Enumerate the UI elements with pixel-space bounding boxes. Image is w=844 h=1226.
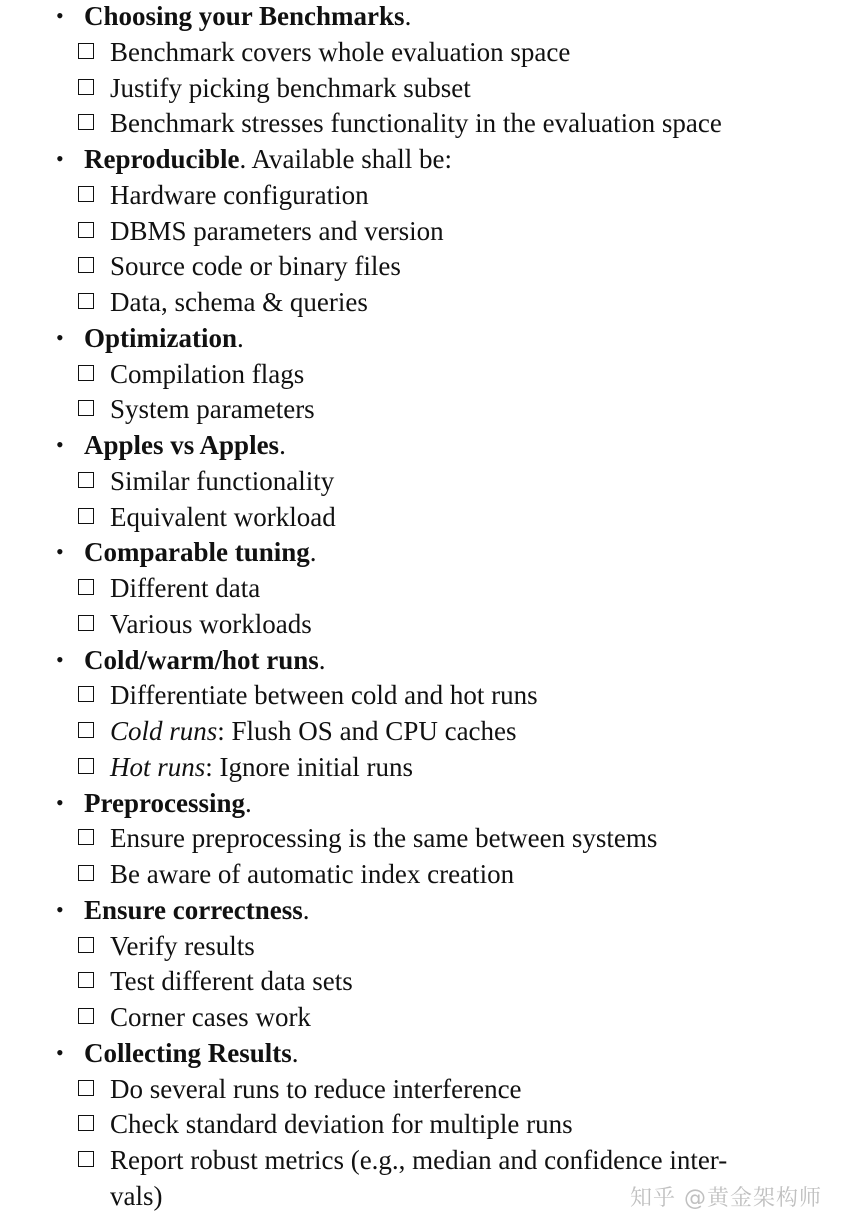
checklist-item-label — [110, 713, 517, 749]
bullet-icon: • — [56, 896, 64, 922]
bullet-icon: • — [56, 324, 64, 350]
checklist-item-label — [110, 928, 255, 964]
item-text: Compilation flags — [110, 358, 305, 389]
section-suffix: . — [291, 1037, 299, 1068]
checkbox-icon[interactable] — [78, 43, 94, 59]
bullet-icon: • — [56, 1039, 64, 1065]
section-suffix: . — [279, 430, 286, 460]
item-text: Different data — [110, 573, 261, 603]
section-title: Collecting Results — [84, 1037, 292, 1068]
section-title: Apples vs Apples — [84, 430, 280, 460]
section-label — [84, 534, 317, 570]
item-text: Differentiate between cold and hot runs — [110, 680, 538, 711]
checkbox-icon[interactable] — [78, 472, 94, 488]
checklist-item-label — [110, 570, 260, 606]
section-suffix: . — [404, 1, 412, 31]
checklist-item-label — [110, 1106, 573, 1142]
section-suffix: . — [237, 322, 244, 353]
section-label — [84, 427, 286, 463]
checkbox-icon[interactable] — [78, 579, 94, 595]
item-text: Justify picking benchmark subset — [110, 72, 471, 103]
item-text: vals) — [110, 1180, 163, 1211]
checklist-item-label — [110, 999, 311, 1035]
item-text: Do several runs to reduce interference — [110, 1073, 522, 1104]
checkbox-icon[interactable] — [78, 686, 94, 702]
item-text: Source code or binary files — [110, 251, 401, 282]
bullet-icon: • — [56, 432, 64, 457]
section-label — [84, 320, 244, 356]
section-title: Optimization — [84, 322, 237, 353]
checklist-item-label — [110, 963, 353, 999]
checklist-item-label — [110, 820, 657, 856]
checkbox-icon[interactable] — [78, 222, 94, 238]
zhihu-watermark: 知乎 @黄金架构师 — [630, 1186, 822, 1211]
checklist-item-label — [110, 284, 368, 320]
bullet-icon: • — [56, 146, 64, 171]
checkbox-icon[interactable] — [78, 1080, 94, 1096]
item-text: Benchmark stresses functionality in the evaluation space — [110, 108, 722, 139]
checkbox-icon[interactable] — [78, 79, 94, 95]
section-label — [84, 1035, 298, 1071]
checklist-item-label — [110, 213, 444, 249]
checkbox-icon[interactable] — [78, 972, 94, 988]
checkbox-icon[interactable] — [78, 365, 94, 381]
item-text: Be aware of automatic index creation — [110, 859, 515, 889]
checklist-item-label — [110, 177, 369, 213]
checkbox-icon[interactable] — [78, 293, 94, 309]
section-title: Ensure correctness — [84, 894, 303, 925]
checklist-item-label — [110, 70, 471, 106]
item-term: Hot runs — [110, 751, 206, 782]
item-text: Equivalent workload — [110, 501, 336, 532]
checklist-item-label — [110, 677, 538, 713]
checkbox-icon[interactable] — [78, 829, 94, 845]
checklist-item-label — [110, 248, 401, 284]
bullet-icon: • — [56, 539, 64, 565]
item-text: Report robust metrics (e.g., median and confidence inter- — [110, 1145, 728, 1175]
checkbox-icon[interactable] — [78, 722, 94, 738]
item-term: Cold runs — [110, 716, 218, 746]
section-title: Cold/warm/hot runs — [84, 644, 319, 675]
section-label — [84, 141, 452, 177]
item-text: Ensure preprocessing is the same between systems — [110, 823, 658, 854]
section-label — [84, 785, 252, 821]
checklist-item-label — [110, 105, 722, 141]
checklist-item-label — [110, 1178, 162, 1214]
item-text: : Flush OS and CPU caches — [217, 716, 517, 746]
checkbox-icon[interactable] — [78, 1151, 94, 1167]
section-label — [84, 892, 309, 928]
checklist-item-label — [110, 34, 570, 70]
item-text: Verify results — [110, 930, 255, 961]
checkbox-icon[interactable] — [78, 114, 94, 130]
checklist-item-label — [110, 391, 315, 427]
bullet-icon: • — [56, 646, 64, 672]
section-title: Comparable tuning — [84, 537, 310, 568]
item-text: Similar functionality — [110, 465, 335, 496]
item-text: Hardware configuration — [110, 179, 369, 210]
bullet-icon: • — [56, 3, 64, 28]
checkbox-icon[interactable] — [78, 400, 94, 416]
checkbox-icon[interactable] — [78, 508, 94, 524]
checklist-item-label — [110, 499, 336, 535]
checklist-item-label — [110, 1071, 522, 1107]
section-title: Preprocessing — [84, 787, 245, 818]
item-text: : Ignore initial runs — [205, 751, 413, 782]
item-text: Data, schema & queries — [110, 287, 368, 317]
item-text: Check standard deviation for multiple runs — [110, 1109, 573, 1140]
section-suffix: . — [245, 787, 252, 818]
bullet-icon: • — [56, 789, 64, 815]
section-title: Choosing your Benchmarks — [84, 1, 405, 31]
checkbox-icon[interactable] — [78, 865, 94, 881]
section-suffix: . — [302, 894, 310, 925]
item-text: System parameters — [110, 394, 315, 425]
checklist-item-label — [110, 463, 334, 499]
checkbox-icon[interactable] — [78, 1115, 94, 1131]
section-suffix: . Available shall be: — [239, 144, 452, 174]
checkbox-icon[interactable] — [78, 615, 94, 631]
section-label — [84, 0, 411, 34]
checkbox-icon[interactable] — [78, 758, 94, 774]
section-label — [84, 642, 326, 678]
item-text: Various workloads — [110, 608, 312, 639]
checkbox-icon[interactable] — [78, 937, 94, 953]
checklist-item-label — [110, 856, 514, 892]
item-text: Corner cases work — [110, 1002, 311, 1032]
section-suffix: . — [318, 644, 326, 675]
item-text: DBMS parameters and version — [110, 215, 444, 246]
checkbox-icon[interactable] — [78, 186, 94, 202]
checklist-item-label — [110, 749, 413, 785]
checkbox-icon[interactable] — [78, 1008, 94, 1024]
item-text: Test different data sets — [110, 966, 353, 997]
section-suffix: . — [309, 537, 317, 568]
item-text: Benchmark covers whole evaluation space — [110, 36, 571, 67]
section-title: Reproducible — [84, 144, 240, 174]
checkbox-icon[interactable] — [78, 257, 94, 273]
checklist-item-label — [110, 606, 312, 642]
checklist-item-label — [110, 1142, 727, 1178]
checklist-item-label — [110, 356, 304, 392]
